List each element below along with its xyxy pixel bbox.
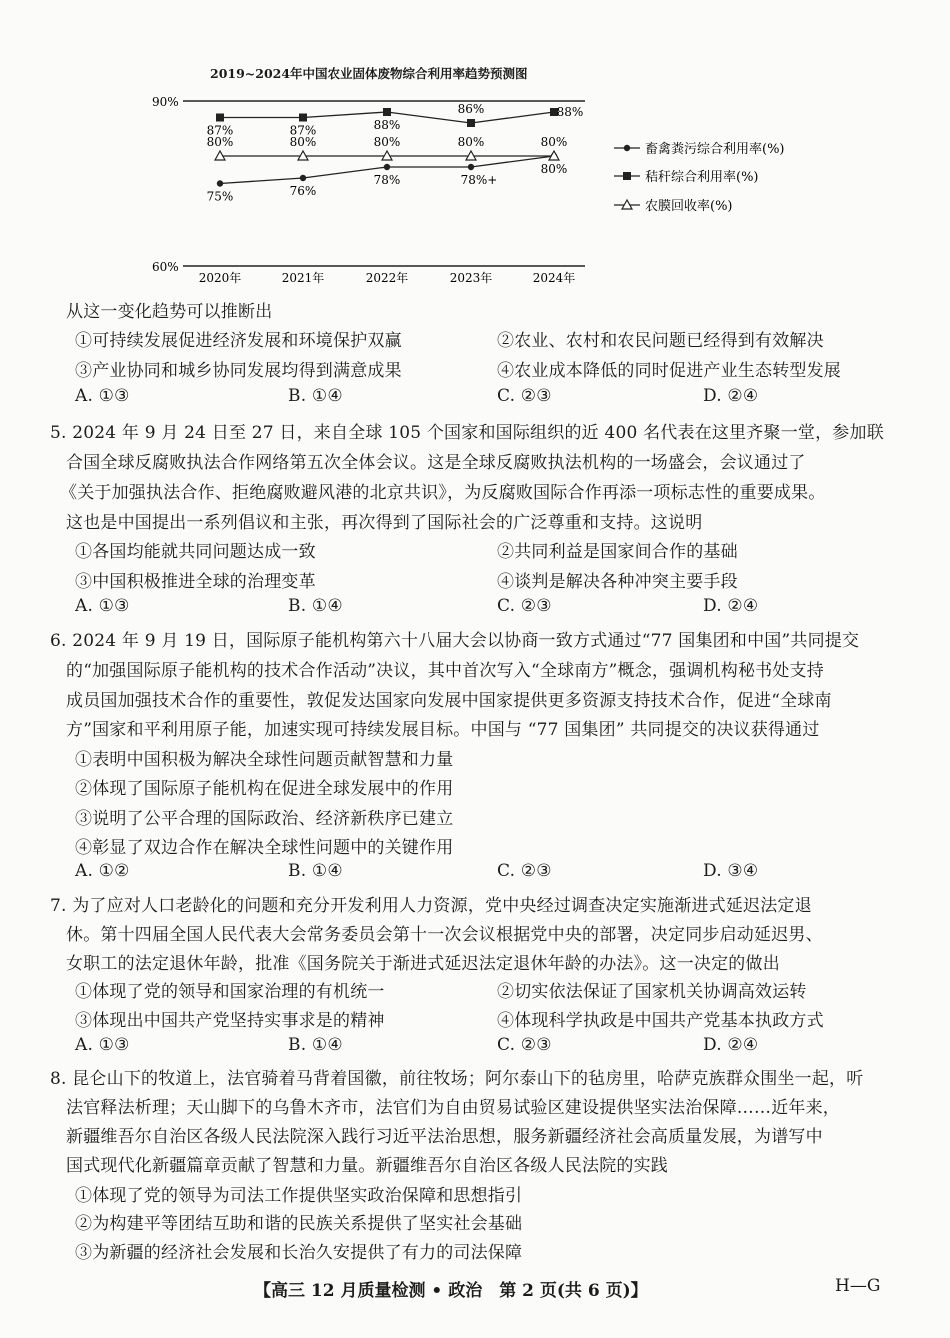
q8-option-2: ②为构建平等团结互助和谐的民族关系提供了坚实社会基础 <box>75 1214 523 1234</box>
q7-option-2: ②切实依法保证了国家机关协调高效运转 <box>497 982 807 1002</box>
data-point-square <box>299 114 307 122</box>
paper-code: H—G <box>835 1276 881 1296</box>
q7-line-3: 女职工的法定退休年龄，批准《国务院关于渐进式延迟法定退休年龄的办法》。这一决定的做出 <box>66 954 780 974</box>
q8-line-4: 国式现代化新疆篇章贡献了智慧和力量。新疆维吾尔自治区各级人民法院的实践 <box>66 1156 668 1176</box>
q5-choice-b: B. ①④ <box>288 596 343 616</box>
data-point-circle <box>300 175 306 181</box>
q7-option-1: ①体现了党的领导和国家治理的有机统一 <box>75 982 385 1002</box>
q4-option-3: ③产业协同和城乡协同发展均得到满意成果 <box>75 361 402 381</box>
q4-option-2: ②农业、农村和农民问题已经得到有效解决 <box>497 331 824 351</box>
q4-option-4: ④农业成本降低的同时促进产业生态转型发展 <box>497 361 841 381</box>
legend-label: 农膜回收率(%) <box>645 199 733 214</box>
q5-option-3: ③中国积极推进全球的治理变革 <box>75 572 316 592</box>
q5-choice-c: C. ②③ <box>497 596 552 616</box>
q6-option-4: ④彰显了双边合作在解决全球性问题中的关键作用 <box>75 838 454 858</box>
q7-option-3: ③体现出中国共产党坚持实事求是的精神 <box>75 1011 385 1031</box>
q6-choice-c: C. ②③ <box>497 861 552 881</box>
q5-option-1: ①各国均能就共同问题达成一致 <box>75 542 316 562</box>
q7-option-4: ④体现科学执政是中国共产党基本执政方式 <box>497 1011 824 1031</box>
q5-option-2: ②共同利益是国家间合作的基础 <box>497 542 738 562</box>
data-label: 88% <box>556 105 584 119</box>
data-label: 78% <box>373 173 401 187</box>
data-label: 80% <box>457 135 485 149</box>
q8-line-3: 新疆维吾尔自治区各级人民法院深入践行习近平法治思想，服务新疆经济社会高质量发展，为谱写中 <box>66 1127 823 1147</box>
q6-choice-b: B. ①④ <box>288 861 343 881</box>
q5-line-1: 5. 2024 年 9 月 24 日至 27 日，来自全球 105 个国家和国际组织的近 400 名代表在这里齐聚一堂，参加联 <box>50 423 884 443</box>
page-footer: 【高三 12 月质量检测 • 政治 第 2 页(共 6 页)】 <box>254 1281 648 1301</box>
data-label: 75% <box>206 189 234 204</box>
q5-line-3: 《关于加强执法合作、拒绝腐败避风港的北京共识》，为反腐败国际合作再添一项标志性的重要成果。 <box>60 483 826 503</box>
x-tick-label: 2023年 <box>449 271 493 285</box>
x-tick-label: 2021年 <box>281 271 325 285</box>
data-label: 87% <box>289 123 317 138</box>
data-point-circle <box>624 145 630 151</box>
q5-line-2: 合国全球反腐败执法合作网络第五次全体会议。这是全球反腐败执法机构的一场盛会，会议通过了 <box>66 453 806 473</box>
line-chart <box>140 88 800 288</box>
q8-line-2: 法官释法析理；天山脚下的乌鲁木齐市，法官们为自由贸易试验区建设提供坚实法治保障……近年来， <box>66 1098 840 1118</box>
data-label: 86% <box>457 102 485 116</box>
x-tick-label: 2020年 <box>198 271 242 285</box>
data-point-square <box>383 108 391 116</box>
q5-choice-d: D. ②④ <box>703 596 759 616</box>
q7-choice-b: B. ①④ <box>288 1035 343 1055</box>
q4-choice-c: C. ②③ <box>497 386 552 406</box>
x-tick-label: 2024年 <box>532 271 576 285</box>
data-label: 80% <box>373 135 401 149</box>
y-tick-90: 90% <box>152 95 179 109</box>
q6-line-1: 6. 2024 年 9 月 19 日，国际原子能机构第六十八届大会以协商一致方式通过“77 国集团和中国”共同提交 <box>50 631 860 651</box>
q6-choice-d: D. ③④ <box>703 861 759 881</box>
data-label: 80% <box>289 135 317 149</box>
y-tick-60: 60% <box>152 260 179 274</box>
data-point-circle <box>384 164 390 170</box>
q6-line-2: 的“加强国际原子能机构的技术合作活动”决议，其中首次写入“全球南方”概念，强调机构秘书处支持 <box>66 661 824 681</box>
data-label: 80% <box>540 162 568 176</box>
q8-option-1: ①体现了党的领导为司法工作提供坚实政治保障和思想指引 <box>75 1186 523 1206</box>
q6-option-3: ③说明了公平合理的国际政治、经济新秩序已建立 <box>75 809 454 829</box>
q6-line-3: 成员国加强技术合作的重要性，敦促发达国家向发展中国家提供更多资源支持技术合作，促进“全球南 <box>66 691 832 711</box>
q7-choice-d: D. ②④ <box>703 1035 759 1055</box>
q5-option-4: ④谈判是解决各种冲突主要手段 <box>497 572 738 592</box>
data-point-circle <box>217 180 223 186</box>
data-label: 78%+ <box>460 173 498 187</box>
data-label: 80% <box>206 135 234 149</box>
data-point-square <box>216 114 224 122</box>
q7-line-1: 7. 为了应对人口老龄化的问题和充分开发利用人力资源，党中央经过调查决定实施渐进式延迟法定退 <box>50 896 812 916</box>
q4-stem: 从这一变化趋势可以推断出 <box>66 302 273 322</box>
q6-option-2: ②体现了国际原子能机构在促进全球发展中的作用 <box>75 779 454 799</box>
q4-choice-a: A. ①③ <box>75 386 130 406</box>
x-tick-label: 2022年 <box>365 271 409 285</box>
q5-choice-a: A. ①③ <box>75 596 130 616</box>
q4-choice-b: B. ①④ <box>288 386 343 406</box>
q6-line-4: 方”国家和平利用原子能，加速实现可持续发展目标。中国与 “77 国集团” 共同提交的决议获得通过 <box>66 720 820 740</box>
chart-title: 2019~2024年中国农业固体废物综合利用率趋势预测图 <box>210 66 528 81</box>
data-point-circle <box>468 164 474 170</box>
data-point-square <box>623 172 631 180</box>
q5-line-4: 这也是中国提出一系列倡议和主张，再次得到了国际社会的广泛尊重和支持。这说明 <box>66 513 703 533</box>
q7-line-2: 休。第十四届全国人民代表大会常务委员会第十一次会议根据党中央的部署，决定同步启动延迟男、 <box>66 925 823 945</box>
data-point-square <box>467 119 475 127</box>
q7-choice-a: A. ①③ <box>75 1035 130 1055</box>
q4-option-1: ①可持续发展促进经济发展和环境保护双赢 <box>75 331 402 351</box>
q8-option-3: ③为新疆的经济社会发展和长治久安提供了有力的司法保障 <box>75 1243 523 1263</box>
data-label: 80% <box>540 135 568 149</box>
legend-label: 秸秆综合利用率(%) <box>645 170 759 185</box>
q6-option-1: ①表明中国积极为解决全球性问题贡献智慧和力量 <box>75 750 454 770</box>
data-label: 76% <box>289 184 317 198</box>
q4-choice-d: D. ②④ <box>703 386 759 406</box>
data-label: 87% <box>206 123 234 138</box>
legend-label: 畜禽粪污综合利用率(%) <box>645 142 785 157</box>
q7-choice-c: C. ②③ <box>497 1035 552 1055</box>
q8-line-1: 8. 昆仑山下的牧道上，法官骑着马背着国徽，前往牧场；阿尔泰山下的毡房里，哈萨克族群众围坐一起，听 <box>50 1069 864 1089</box>
data-label: 88% <box>373 118 401 132</box>
q6-choice-a: A. ①② <box>75 861 130 881</box>
